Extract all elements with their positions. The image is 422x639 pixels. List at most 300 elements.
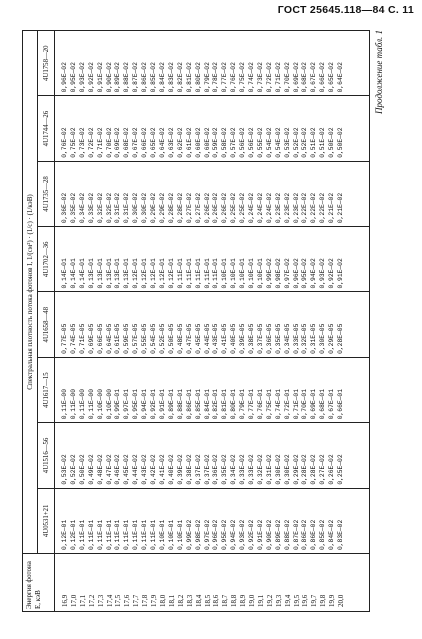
flux-value: 0,13E—01: [114, 258, 122, 289]
flux-value: 0,57E—02: [230, 127, 238, 158]
flux-value: 0,33E—02: [239, 454, 247, 485]
flux-value: 0,81E—01: [221, 389, 229, 420]
energy-value: 19,0: [248, 594, 257, 607]
flux-value: 0,87E—02: [132, 62, 140, 93]
flux-value: 0,85E—01: [194, 389, 202, 420]
flux-value: 0,11E—01: [150, 519, 158, 550]
flux-value: 0,25E—02: [337, 454, 345, 485]
flux-value: 0,54E—02: [265, 127, 273, 158]
flux-value: 0,46E—02: [114, 454, 122, 485]
flux-value: 0,77E—05: [61, 323, 68, 354]
flux-value: 0,11E—01: [114, 519, 122, 550]
flux-value: 0,11E—01: [176, 258, 184, 289]
flux-value: 0,72E—02: [87, 127, 95, 158]
flux-value: 0,29E—02: [150, 192, 158, 224]
flux-value: 0,77E—01: [248, 389, 256, 420]
flux-value: 0,10E—00: [96, 389, 104, 420]
rotated-table-container: [22, 30, 392, 612]
source-column-header: 4U1702—36: [38, 227, 55, 292]
flux-value: 0,68E—01: [319, 389, 327, 420]
flux-value: 0,14E—01: [69, 258, 77, 289]
flux-value: 0,10E—01: [230, 258, 238, 289]
flux-value: 0,10E—01: [167, 519, 175, 550]
flux-value: 0,50E—02: [78, 454, 86, 485]
flux-value: 0,99E—01: [114, 389, 122, 420]
flux-value: 0,93E—02: [239, 519, 247, 550]
flux-value: 0,10E—01: [239, 258, 247, 289]
flux-value: 0,74E—01: [274, 389, 282, 420]
flux-value: 0,37E—05: [256, 323, 264, 354]
flux-value: 0,63E—02: [167, 127, 175, 158]
flux-value: 0,66E—02: [319, 62, 327, 93]
flux-value: 0,31E—05: [310, 323, 318, 354]
flux-value: 0,89E—01: [167, 389, 175, 420]
energy-value: 17,6: [123, 594, 132, 607]
page-header: ГОСТ 25645.118—84 С. 11: [277, 4, 414, 16]
flux-value: 0,71E—01: [292, 389, 300, 420]
flux-value: 0,95E—01: [132, 389, 140, 420]
flux-value: 0,12E—01: [61, 519, 68, 550]
flux-value: 0,43E—02: [141, 454, 149, 485]
flux-value: 0,94E—01: [141, 389, 149, 420]
flux-value: 0,57E—05: [132, 323, 140, 354]
flux-value: 0,92E—02: [87, 62, 95, 93]
flux-value: 0,56E—02: [239, 127, 247, 158]
flux-value: 0,33E—05: [292, 323, 300, 354]
flux-value: 0,74E—05: [69, 323, 77, 354]
flux-value: 0,26E—02: [328, 454, 336, 485]
source-column-header: 4U1516—56: [38, 423, 55, 488]
flux-value: 0,50E—02: [337, 127, 345, 158]
flux-value: 0,14E—01: [61, 258, 68, 289]
flux-value: 0,38E—02: [185, 454, 193, 485]
flux-value: 0,93E—02: [319, 258, 327, 289]
energy-value: 18,6: [212, 594, 221, 607]
flux-value: 0,53E—02: [61, 454, 68, 485]
flux-value: 0,81E—02: [185, 62, 193, 93]
flux-value: 0,78E—02: [212, 62, 220, 93]
flux-value: 0,32E—02: [105, 192, 113, 224]
flux-value: 0,53E—02: [283, 127, 291, 158]
flux-value: 0,30E—02: [283, 454, 291, 485]
flux-value: 0,30E—02: [132, 192, 140, 224]
flux-value: 0,73E—02: [78, 127, 86, 158]
flux-value: 0,71E—02: [274, 62, 282, 93]
flux-value: 0,38E—05: [248, 323, 256, 354]
flux-value: 0,23E—02: [283, 192, 291, 224]
energy-column-header: Энергия фотона Е, кэВ: [23, 554, 55, 612]
flux-value: 0,98E—02: [274, 258, 282, 289]
flux-value: 0,69E—01: [310, 389, 318, 420]
energy-value: 18,1: [167, 594, 176, 607]
flux-value: 0,22E—02: [310, 192, 318, 224]
flux-value: 0,11E—00: [78, 389, 86, 420]
flux-value: 0,40E—05: [230, 323, 238, 354]
flux-value: 0,99E—02: [185, 519, 193, 550]
spectral-density-heading: Спектральная плотность потока фотонов I, 1/(см²) · (1/с) · (1/кэВ): [23, 31, 38, 554]
flux-value: 0,92E—01: [150, 389, 158, 420]
flux-value: 0,32E—05: [301, 323, 309, 354]
flux-value: 0,42E—02: [150, 454, 158, 485]
flux-value: 0,48E—05: [176, 323, 184, 354]
flux-value: 0,13E—01: [87, 258, 95, 289]
source-column-header: 4U1758—20: [38, 31, 55, 96]
flux-value: 0,97E—02: [283, 258, 291, 289]
flux-value: 0,32E—02: [256, 454, 264, 485]
flux-value: 0,36E—02: [61, 192, 68, 224]
flux-value: 0,12E—01: [141, 258, 149, 289]
flux-value: 0,85E—02: [319, 519, 327, 550]
flux-value: 0,72E—01: [283, 389, 291, 420]
flux-value: 0,98E—02: [194, 519, 202, 550]
flux-value: 0,11E—01: [212, 258, 220, 289]
flux-value: 0,11E—01: [87, 519, 95, 550]
flux-value: 0,41E—02: [158, 454, 166, 485]
flux-value: 0,93E—02: [78, 62, 86, 93]
flux-value: 0,23E—02: [274, 192, 282, 224]
flux-value: 0,54E—05: [150, 323, 158, 354]
flux-value: 0,12E—01: [158, 258, 166, 289]
source-column-header: 4U1735—28: [38, 161, 55, 226]
flux-value: 0,74E—02: [248, 62, 256, 93]
flux-value: 0,66E—05: [96, 323, 104, 354]
flux-value: 0,28E—02: [176, 192, 184, 224]
flux-value: 0,88E—02: [123, 62, 131, 93]
flux-value: 0,68E—02: [123, 127, 131, 158]
flux-value: 0,22E—02: [319, 192, 327, 224]
energy-value: 20,0: [337, 594, 346, 607]
flux-value: 0,62E—02: [176, 127, 184, 158]
flux-value: 0,70E—01: [301, 389, 309, 420]
flux-value: 0,66E—02: [141, 127, 149, 158]
source-column-header: 4U1658—48: [38, 292, 55, 357]
flux-value: 0,36E—05: [265, 323, 273, 354]
flux-value: 0,96E—02: [61, 62, 68, 93]
flux-value: 0,76E—02: [61, 127, 68, 158]
flux-value: 0,83E—02: [337, 519, 345, 550]
flux-value: 0,66E—01: [337, 389, 345, 420]
flux-value: 0,11E—00: [69, 389, 77, 420]
flux-value: 0,10E—01: [176, 519, 184, 550]
flux-value: 0,64E—02: [158, 127, 166, 158]
flux-value: 0,65E—02: [150, 127, 158, 158]
flux-value: 0,75E—01: [265, 389, 273, 420]
flux-value: 0,95E—02: [301, 258, 309, 289]
flux-value: 0,84E—02: [158, 62, 166, 93]
flux-value: 0,52E—02: [292, 127, 300, 158]
flux-value: 0,21E—02: [337, 192, 345, 224]
flux-value: 0,75E—02: [69, 127, 77, 158]
flux-value: 0,29E—02: [158, 192, 166, 224]
flux-value: 0,31E—02: [114, 192, 122, 224]
flux-value: 0,13E—01: [105, 258, 113, 289]
flux-value: 0,28E—05: [337, 323, 345, 354]
flux-value: 0,85E—02: [150, 62, 158, 93]
flux-value: 0,71E—02: [96, 127, 104, 158]
flux-value: 0,11E—01: [96, 519, 104, 550]
flux-value: 0,39E—02: [176, 454, 184, 485]
flux-value: 0,55E—02: [256, 127, 264, 158]
flux-value: 0,50E—02: [328, 127, 336, 158]
flux-value: 0,86E—01: [185, 389, 193, 420]
energy-value: 17,4: [105, 594, 114, 607]
flux-value: 0,65E—02: [328, 62, 336, 93]
flux-value: 0,45E—05: [194, 323, 202, 354]
flux-value: 0,24E—02: [248, 192, 256, 224]
energy-value: 19,5: [292, 594, 301, 607]
flux-value: 0,94E—02: [310, 258, 318, 289]
flux-value: 0,12E—01: [167, 258, 175, 289]
flux-value: 0,37E—02: [194, 454, 202, 485]
flux-value: 0,11E—00: [87, 389, 95, 420]
energy-value: 17,5: [114, 594, 123, 607]
flux-value: 0,43E—05: [212, 323, 220, 354]
flux-value: 0,29E—05: [328, 323, 336, 354]
flux-value: 0,22E—02: [301, 192, 309, 224]
flux-value: 0,86E—02: [141, 62, 149, 93]
flux-value: 0,82E—01: [212, 389, 220, 420]
flux-value: 0,76E—01: [256, 389, 264, 420]
flux-value: 0,27E—02: [185, 192, 193, 224]
flux-value: 0,58E—02: [221, 127, 229, 158]
flux-values-cell: [55, 423, 370, 488]
flux-value: 0,32E—02: [96, 192, 104, 224]
flux-value: 0,11E—01: [185, 258, 193, 289]
flux-value: 0,11E—01: [123, 519, 131, 550]
flux-value: 0,84E—01: [203, 389, 211, 420]
flux-value: 0,12E—01: [69, 519, 77, 550]
flux-value: 0,30E—05: [319, 323, 327, 354]
flux-value: 0,61E—05: [114, 323, 122, 354]
flux-value: 0,61E—02: [185, 127, 193, 158]
energy-value: 18,2: [176, 594, 185, 607]
energy-value: 17,8: [141, 594, 150, 607]
flux-value: 0,14E—01: [78, 258, 86, 289]
flux-value: 0,28E—02: [167, 192, 175, 224]
energy-value: 18,7: [221, 594, 230, 607]
spectral-flux-table: [22, 30, 370, 612]
flux-value: 0,83E—02: [167, 62, 175, 93]
flux-value: 0,51E—02: [310, 127, 318, 158]
flux-value: 0,33E—02: [87, 192, 95, 224]
flux-values-cell: [55, 31, 370, 96]
flux-value: 0,99E—02: [265, 258, 273, 289]
flux-value: 0,40E—02: [167, 454, 175, 485]
flux-values-cell: [55, 488, 370, 553]
flux-value: 0,34E—05: [283, 323, 291, 354]
energy-value: 17,1: [78, 594, 87, 607]
flux-value: 0,10E—01: [256, 258, 264, 289]
flux-values-cell: [55, 357, 370, 422]
flux-value: 0,82E—02: [176, 62, 184, 93]
flux-value: 0,96E—02: [292, 258, 300, 289]
flux-value: 0,79E—01: [239, 389, 247, 420]
flux-value: 0,11E—01: [78, 519, 86, 550]
energy-value: 17,3: [96, 594, 105, 607]
flux-value: 0,90E—02: [265, 519, 273, 550]
flux-value: 0,97E—01: [123, 389, 131, 420]
energy-value: 19,7: [310, 594, 319, 607]
energy-value: 19,2: [265, 594, 274, 607]
flux-value: 0,12E—01: [150, 258, 158, 289]
flux-value: 0,48E—02: [96, 454, 104, 485]
flux-value: 0,79E—02: [203, 62, 211, 93]
flux-value: 0,51E—02: [319, 127, 327, 158]
flux-value: 0,88E—02: [283, 519, 291, 550]
flux-value: 0,37E—02: [203, 454, 211, 485]
energy-value: 17,0: [69, 594, 78, 607]
energy-value: 18,3: [185, 594, 194, 607]
flux-value: 0,34E—02: [78, 192, 86, 224]
flux-value: 0,88E—01: [176, 389, 184, 420]
flux-value: 0,59E—02: [212, 127, 220, 158]
energy-value: 19,8: [319, 594, 328, 607]
flux-value: 0,92E—02: [248, 519, 256, 550]
flux-value: 0,97E—02: [203, 519, 211, 550]
flux-value: 0,33E—02: [248, 454, 256, 485]
flux-value: 0,11E—00: [61, 389, 68, 420]
flux-value: 0,27E—02: [319, 454, 327, 485]
energy-value: 17,7: [132, 594, 141, 607]
flux-value: 0,55E—05: [141, 323, 149, 354]
flux-value: 0,95E—02: [221, 519, 229, 550]
flux-value: 0,54E—02: [274, 127, 282, 158]
flux-value: 0,44E—02: [132, 454, 140, 485]
flux-value: 0,35E—05: [274, 323, 282, 354]
flux-value: 0,28E—02: [310, 454, 318, 485]
flux-value: 0,13E—01: [96, 258, 104, 289]
flux-value: 0,90E—02: [105, 62, 113, 93]
flux-value: 0,60E—02: [194, 127, 202, 158]
flux-value: 0,11E—01: [132, 519, 140, 550]
flux-value: 0,13E—01: [123, 258, 131, 289]
flux-value: 0,67E—02: [310, 62, 318, 93]
flux-value: 0,50E—05: [167, 323, 175, 354]
flux-value: 0,11E—01: [105, 519, 113, 550]
flux-value: 0,89E—02: [114, 62, 122, 93]
flux-value: 0,91E—01: [158, 389, 166, 420]
energy-value: 18,5: [203, 594, 212, 607]
energy-value: 18,4: [194, 594, 203, 607]
flux-value: 0,69E—02: [114, 127, 122, 158]
flux-value: 0,36E—02: [212, 454, 220, 485]
flux-value: 0,89E—02: [274, 519, 282, 550]
flux-value: 0,21E—02: [328, 192, 336, 224]
flux-value: 0,75E—02: [239, 62, 247, 93]
flux-value: 0,80E—01: [230, 389, 238, 420]
flux-value: 0,67E—01: [328, 389, 336, 420]
source-column-header: 4U1617—15: [38, 357, 55, 422]
flux-value: 0,77E—02: [221, 62, 229, 93]
flux-value: 0,10E—00: [105, 389, 113, 420]
flux-value: 0,26E—02: [212, 192, 220, 224]
energy-value: 19,9: [328, 594, 337, 607]
flux-value: 0,70E—02: [283, 62, 291, 93]
flux-value: 0,72E—02: [265, 62, 273, 93]
energy-value: 19,3: [274, 594, 283, 607]
flux-value: 0,11E—01: [141, 519, 149, 550]
flux-value: 0,11E—01: [203, 258, 211, 289]
flux-value: 0,31E—02: [265, 454, 273, 485]
energy-value: 18,8: [230, 594, 239, 607]
flux-value: 0,35E—02: [69, 192, 77, 224]
flux-value: 0,87E—02: [292, 519, 300, 550]
flux-value: 0,12E—01: [132, 258, 140, 289]
flux-value: 0,67E—02: [132, 127, 140, 158]
flux-value: 0,69E—02: [292, 62, 300, 93]
flux-value: 0,86E—02: [301, 519, 309, 550]
flux-value: 0,91E—02: [96, 62, 104, 93]
flux-value: 0,47E—02: [105, 454, 113, 485]
flux-value: 0,25E—02: [239, 192, 247, 224]
source-header-row: [38, 31, 55, 612]
flux-value: 0,44E—05: [203, 323, 211, 354]
flux-value: 0,73E—02: [256, 62, 264, 93]
flux-value: 0,41E—05: [221, 323, 229, 354]
flux-value: 0,24E—02: [265, 192, 273, 224]
flux-value: 0,96E—02: [212, 519, 220, 550]
flux-value: 0,30E—02: [141, 192, 149, 224]
flux-value: 0,52E—02: [69, 454, 77, 485]
flux-value: 0,47E—05: [185, 323, 193, 354]
flux-value: 0,56E—02: [248, 127, 256, 158]
flux-value: 0,10E—01: [158, 519, 166, 550]
flux-value: 0,68E—02: [301, 62, 309, 93]
source-column-header: 4U1744—26: [38, 96, 55, 161]
source-column-header: 4U0531+21: [38, 488, 55, 553]
flux-value: 0,31E—02: [123, 192, 131, 224]
data-row: [55, 31, 370, 612]
energy-value: 19,4: [283, 594, 292, 607]
flux-value: 0,26E—02: [203, 192, 211, 224]
flux-value: 0,35E—02: [221, 454, 229, 485]
flux-value: 0,64E—02: [337, 62, 345, 93]
continuation-label: Продолжение табл. 1: [374, 30, 384, 114]
flux-value: 0,29E—02: [292, 454, 300, 485]
flux-value: 0,94E—02: [230, 519, 238, 550]
table-area: [22, 30, 392, 612]
flux-value: 0,95E—02: [69, 62, 77, 93]
flux-value: 0,71E—05: [78, 323, 86, 354]
energy-value: 18,0: [158, 594, 167, 607]
flux-value: 0,49E—02: [87, 454, 95, 485]
flux-value: 0,28E—02: [301, 454, 309, 485]
flux-value: 0,84E—02: [328, 519, 336, 550]
flux-value: 0,86E—02: [310, 519, 318, 550]
flux-values-cell: [55, 227, 370, 292]
flux-value: 0,25E—02: [230, 192, 238, 224]
flux-value: 0,30E—02: [274, 454, 282, 485]
flux-value: 0,59E—05: [123, 323, 131, 354]
flux-value: 0,24E—02: [256, 192, 264, 224]
flux-value: 0,10E—01: [248, 258, 256, 289]
flux-value: 0,45E—02: [123, 454, 131, 485]
flux-values-cell: [55, 292, 370, 357]
flux-values-cell: [55, 161, 370, 226]
flux-value: 0,11E—01: [194, 258, 202, 289]
energy-value: 17,2: [87, 594, 96, 607]
flux-value: 0,52E—05: [158, 323, 166, 354]
flux-value: 0,92E—02: [328, 258, 336, 289]
flux-value: 0,27E—02: [194, 192, 202, 224]
flux-value: 0,70E—02: [105, 127, 113, 158]
flux-value: 0,91E—02: [337, 258, 345, 289]
flux-value: 0,64E—05: [105, 323, 113, 354]
flux-value: 0,34E—02: [230, 454, 238, 485]
flux-value: 0,80E—02: [194, 62, 202, 93]
energy-value: 16,9: [61, 594, 69, 607]
flux-value: 0,60E—02: [203, 127, 211, 158]
